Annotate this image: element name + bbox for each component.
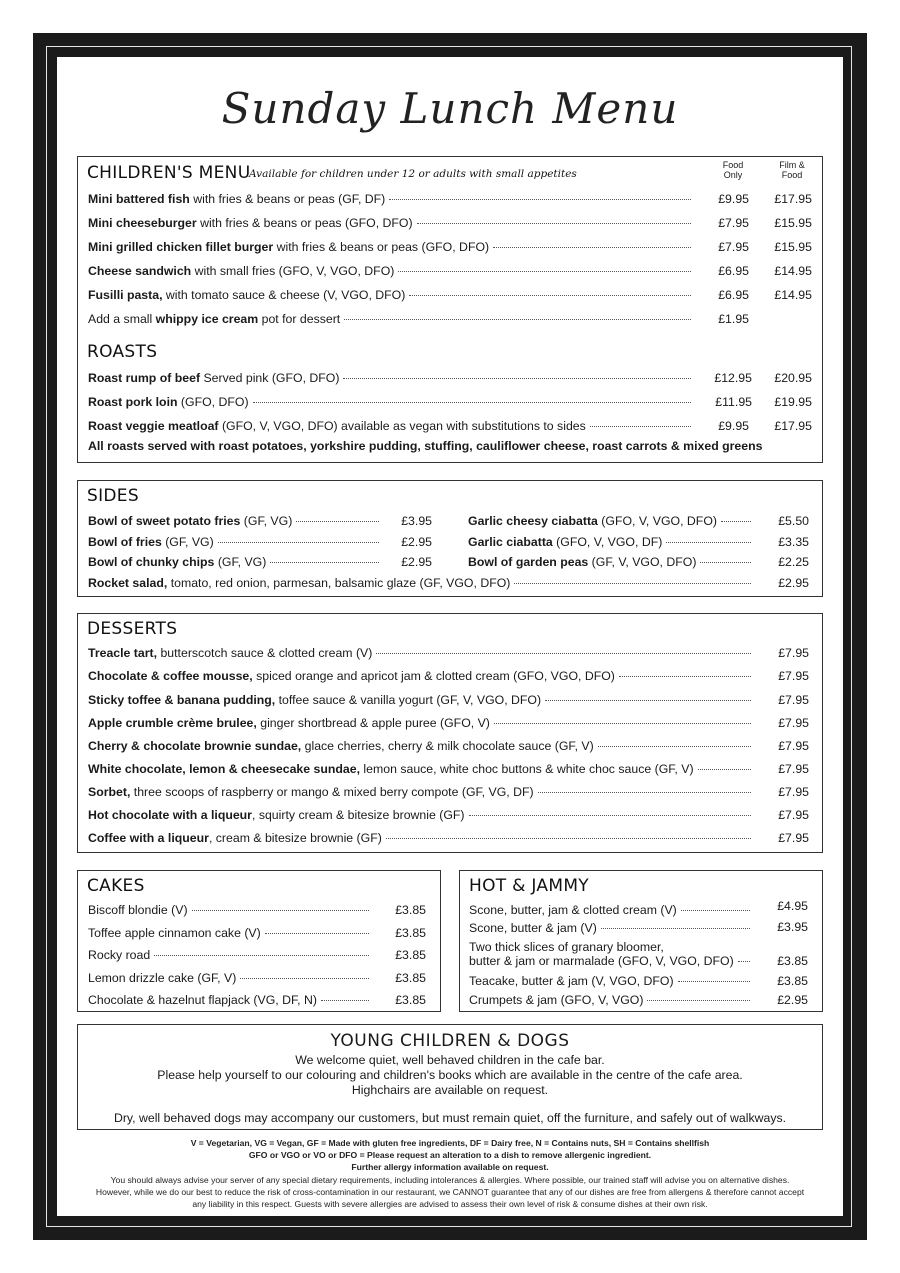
item-name: Crumpets & jam (GFO, V, VGO)	[469, 993, 644, 1007]
children-menu-note: Available for children under 12 or adults with small appetites	[249, 168, 577, 180]
dot-leader	[601, 928, 750, 929]
item-desc: with tomato sauce & cheese (V, VGO, DFO)	[162, 288, 406, 302]
item-name: Teacake, butter & jam (V, VGO, DFO)	[469, 974, 674, 988]
item-name: Garlic cheesy ciabatta	[468, 514, 598, 528]
item-price: £7.95	[778, 762, 809, 776]
dot-leader	[154, 955, 369, 956]
menu-item	[469, 903, 753, 917]
item-price: £7.95	[778, 739, 809, 753]
menu-item	[88, 971, 372, 985]
item-price: £2.95	[401, 535, 432, 549]
item-name: Bowl of garden peas	[468, 555, 589, 569]
item-price: £3.85	[395, 926, 426, 940]
item-name: Bowl of fries	[88, 535, 162, 549]
menu-item	[468, 514, 754, 528]
item-desc: toffee sauce & vanilla yogurt (GF, V, VGO, DFO)	[275, 693, 542, 707]
item-price: £9.95	[718, 419, 749, 433]
item-price: £3.85	[395, 971, 426, 985]
item-name: Chocolate & hazelnut flapjack (VG, DF, N)	[88, 993, 317, 1007]
item-price-film: £15.95	[774, 216, 812, 230]
dot-leader	[344, 319, 691, 320]
allergy-disclaimer: However, while we do our best to reduce the risk of cross-contamination in our restaurant, we CANNOT guarantee that any of our dishes are free from allergens & therefore cannot accept	[95, 1187, 805, 1197]
sides-heading: SIDES	[87, 486, 139, 506]
menu-item	[469, 974, 753, 988]
dot-leader	[666, 542, 751, 543]
dot-leader	[321, 1000, 369, 1001]
item-price: £7.95	[778, 693, 809, 707]
item-desc: pot for dessert	[258, 312, 341, 326]
dot-leader	[265, 933, 369, 934]
item-name: Treacle tart,	[88, 646, 158, 660]
item-price: £3.85	[395, 903, 426, 917]
alteration-note: GFO or VGO or VO or DFO = Please request an alteration to a dish to remove allergenic ingredient.	[248, 1150, 652, 1160]
dot-leader	[514, 583, 751, 584]
item-desc: Served pink (GFO, DFO)	[200, 371, 340, 385]
item-price: £7.95	[718, 240, 749, 254]
dot-leader	[417, 223, 691, 224]
menu-item-line-1	[469, 940, 753, 954]
menu-item	[88, 993, 372, 1007]
item-price: £12.95	[714, 371, 752, 385]
dot-leader	[296, 521, 379, 522]
item-name: Rocky road	[88, 948, 151, 962]
item-price: £7.95	[778, 646, 809, 660]
item-name: whippy ice cream	[155, 312, 259, 326]
item-price: £9.95	[718, 192, 749, 206]
dot-leader	[700, 562, 751, 563]
menu-item	[88, 831, 754, 845]
info-line: Please help yourself to our colouring and children's books which are available in the centre of the cafe area.	[157, 1068, 743, 1082]
column-header-line: Film &	[779, 160, 805, 170]
desserts-heading: DESSERTS	[87, 619, 178, 639]
menu-item	[88, 555, 382, 569]
item-desc: with fries & beans or peas (GFO, DFO)	[196, 216, 413, 230]
dot-leader	[409, 295, 691, 296]
hot-jammy-heading: HOT & JAMMY	[469, 876, 589, 896]
item-name: Mini battered fish	[88, 192, 190, 206]
item-price: £3.85	[395, 993, 426, 1007]
item-name: Mini cheeseburger	[88, 216, 197, 230]
dot-leader	[538, 792, 751, 793]
item-name: Sorbet,	[88, 785, 131, 799]
item-name: Fusilli pasta,	[88, 288, 163, 302]
dot-leader	[721, 521, 751, 522]
item-desc: (GFO, DFO)	[177, 395, 249, 409]
dot-leader	[398, 271, 691, 272]
item-desc: glace cherries, cherry & milk chocolate sauce (GF, V)	[301, 739, 594, 753]
menu-item	[88, 535, 382, 549]
item-price-film: £14.95	[774, 264, 812, 278]
item-name: Mini grilled chicken fillet burger	[88, 240, 274, 254]
item-name: Cheese sandwich	[88, 264, 192, 278]
item-desc: , cream & bitesize brownie (GF)	[208, 831, 382, 845]
item-price: £6.95	[718, 264, 749, 278]
item-name: Chocolate & coffee mousse,	[88, 669, 253, 683]
item-desc: Add a small	[88, 312, 156, 326]
dot-leader	[647, 1000, 750, 1001]
menu-item	[88, 576, 754, 590]
menu-item	[469, 954, 753, 968]
item-name: Coffee with a liqueur	[88, 831, 209, 845]
item-price: £3.35	[778, 535, 809, 549]
dot-leader	[376, 653, 751, 654]
info-line: We welcome quiet, well behaved children in the cafe bar.	[295, 1053, 605, 1067]
item-price: £1.95	[718, 312, 749, 326]
dot-leader	[240, 978, 369, 979]
allergen-key: V = Vegetarian, VG = Vegan, GF = Made with gluten free ingredients, DF = Dairy free, N = Contains nuts, SH = Contains shellfish	[190, 1138, 710, 1148]
item-price: £2.95	[778, 576, 809, 590]
menu-item	[88, 514, 382, 528]
item-name: Biscoff blondie (V)	[88, 903, 188, 917]
dot-leader	[493, 247, 691, 248]
item-name: Scone, butter & jam (V)	[469, 921, 597, 935]
item-desc: with fries & beans or peas (GF, DF)	[189, 192, 386, 206]
allergy-advice: You should always advise your server of any special dietary requirements, including intolerances & allergies. Where possible, our trained staff will advise you on alternative dishes.	[110, 1175, 790, 1185]
allergy-liability: any liability in this respect. Guests with severe allergies are advised to assess their own level of risk & consume dishes at their own risk.	[192, 1199, 708, 1209]
dot-leader	[598, 746, 751, 747]
menu-item	[88, 240, 694, 254]
roasts-heading: ROASTS	[87, 342, 158, 362]
item-price-film: £20.95	[774, 371, 812, 385]
item-name: Roast pork loin	[88, 395, 178, 409]
dot-leader	[253, 402, 691, 403]
item-name: Toffee apple cinnamon cake (V)	[88, 926, 261, 940]
dot-leader	[678, 981, 750, 982]
item-desc: (GFO, V, VGO, DFO)	[597, 514, 717, 528]
item-price: £7.95	[778, 808, 809, 822]
cakes-heading: CAKES	[87, 876, 145, 896]
menu-item	[88, 926, 372, 940]
menu-item	[88, 693, 754, 707]
food-only-column-header	[711, 160, 755, 180]
item-price: £3.95	[401, 514, 432, 528]
item-price-film: £15.95	[774, 240, 812, 254]
item-name: Rocket salad,	[88, 576, 168, 590]
menu-item	[88, 646, 754, 660]
menu-item	[468, 535, 754, 549]
item-price-film: £14.95	[774, 288, 812, 302]
item-name: Cherry & chocolate brownie sundae,	[88, 739, 302, 753]
dot-leader	[590, 426, 691, 427]
item-desc: with small fries (GFO, V, VGO, DFO)	[191, 264, 395, 278]
item-desc: ginger shortbread & apple puree (GFO, V)	[256, 716, 490, 730]
item-desc: three scoops of raspberry or mango & mixed berry compote (GF, VG, DF)	[130, 785, 534, 799]
menu-item	[88, 669, 754, 683]
dot-leader	[545, 700, 751, 701]
menu-item	[88, 312, 694, 326]
item-desc: , squirty cream & bitesize brownie (GF)	[251, 808, 465, 822]
info-line: Dry, well behaved dogs may accompany our customers, but must remain quiet, off the furniture, and safely out of walkways.	[113, 1111, 787, 1125]
item-name: Two thick slices of granary bloomer,	[469, 940, 664, 954]
menu-item	[88, 395, 694, 409]
item-price-film: £17.95	[774, 192, 812, 206]
menu-item	[88, 739, 754, 753]
item-price: £2.95	[777, 993, 808, 1007]
dot-leader	[343, 378, 691, 379]
item-desc: (GF, VG)	[161, 535, 214, 549]
item-desc: lemon sauce, white choc buttons & white choc sauce (GF, V)	[360, 762, 694, 776]
item-name: Garlic ciabatta	[468, 535, 553, 549]
dot-leader	[698, 769, 751, 770]
menu-item	[88, 264, 694, 278]
menu-item	[88, 288, 694, 302]
item-price: £7.95	[778, 831, 809, 845]
item-price: £7.95	[778, 716, 809, 730]
item-price: £7.95	[778, 669, 809, 683]
item-name: Scone, butter, jam & clotted cream (V)	[469, 903, 677, 917]
dot-leader	[469, 815, 751, 816]
children-menu-heading: CHILDREN'S MENU	[87, 163, 251, 183]
young-children-dogs-heading: YOUNG CHILDREN & DOGS	[330, 1031, 570, 1051]
item-name: Apple crumble crème brulee,	[88, 716, 257, 730]
info-line: Highchairs are available on request.	[351, 1083, 549, 1097]
item-name: Roast veggie meatloaf	[88, 419, 219, 433]
item-name: Hot chocolate with a liqueur	[88, 808, 252, 822]
item-price: £3.85	[777, 954, 808, 968]
item-name: Sticky toffee & banana pudding,	[88, 693, 276, 707]
menu-item	[88, 903, 372, 917]
dot-leader	[192, 910, 369, 911]
dot-leader	[738, 961, 750, 962]
menu-item	[88, 808, 754, 822]
menu-item	[88, 716, 754, 730]
item-name: Bowl of sweet potato fries	[88, 514, 241, 528]
item-desc: tomato, red onion, parmesan, balsamic glaze (GF, VGO, DFO)	[167, 576, 511, 590]
item-desc: with fries & beans or peas (GFO, DFO)	[273, 240, 490, 254]
item-price: £5.50	[778, 514, 809, 528]
item-price: £3.95	[777, 920, 808, 934]
item-name: White chocolate, lemon & cheesecake sundae,	[88, 762, 360, 776]
menu-item	[88, 948, 372, 962]
dot-leader	[386, 838, 751, 839]
item-name: Roast rump of beef	[88, 371, 201, 385]
dot-leader	[218, 542, 379, 543]
item-price-film: £19.95	[774, 395, 812, 409]
menu-item	[469, 993, 753, 1007]
dot-leader	[681, 910, 750, 911]
column-header-line: Food	[722, 160, 744, 170]
item-name: Lemon drizzle cake (GF, V)	[88, 971, 237, 985]
dot-leader	[270, 562, 379, 563]
item-desc: (GF, VG)	[240, 514, 293, 528]
menu-item	[88, 785, 754, 799]
item-price: £3.85	[777, 974, 808, 988]
menu-item	[88, 216, 694, 230]
menu-item	[469, 921, 753, 935]
menu-title: Sunday Lunch Menu	[221, 84, 679, 133]
item-name: Bowl of chunky chips	[88, 555, 215, 569]
item-desc: butterscotch sauce & clotted cream (V)	[157, 646, 373, 660]
item-price: £2.95	[401, 555, 432, 569]
roasts-note: All roasts served with roast potatoes, yorkshire pudding, stuffing, cauliflower cheese, roast carrots & mixed greens	[88, 439, 763, 453]
column-header-line: Only	[723, 170, 743, 180]
menu-item	[88, 762, 754, 776]
menu-item	[88, 371, 694, 385]
item-price: £4.95	[777, 899, 808, 913]
item-desc: (GF, V, VGO, DFO)	[588, 555, 697, 569]
item-desc: (GF, VG)	[214, 555, 267, 569]
item-price: £7.95	[778, 785, 809, 799]
further-info-note: Further allergy information available on request.	[351, 1162, 549, 1172]
menu-item	[88, 192, 694, 206]
menu-item	[468, 555, 754, 569]
item-desc: (GFO, V, VGO, DF)	[552, 535, 663, 549]
item-price: £7.95	[718, 216, 749, 230]
item-price: £3.85	[395, 948, 426, 962]
film-food-column-header	[770, 160, 814, 180]
column-header-line: Food	[781, 170, 803, 180]
item-desc: spiced orange and apricot jam & clotted cream (GFO, VGO, DFO)	[252, 669, 615, 683]
item-name: butter & jam or marmalade (GFO, V, VGO, DFO)	[469, 954, 734, 968]
menu-item	[88, 419, 694, 433]
item-price: £6.95	[718, 288, 749, 302]
dot-leader	[619, 676, 751, 677]
dot-leader	[494, 723, 751, 724]
dot-leader	[389, 199, 691, 200]
item-desc: (GFO, V, VGO, DFO) available as vegan with substitutions to sides	[218, 419, 586, 433]
item-price: £2.25	[778, 555, 809, 569]
item-price-film: £17.95	[774, 419, 812, 433]
item-price: £11.95	[715, 395, 752, 409]
